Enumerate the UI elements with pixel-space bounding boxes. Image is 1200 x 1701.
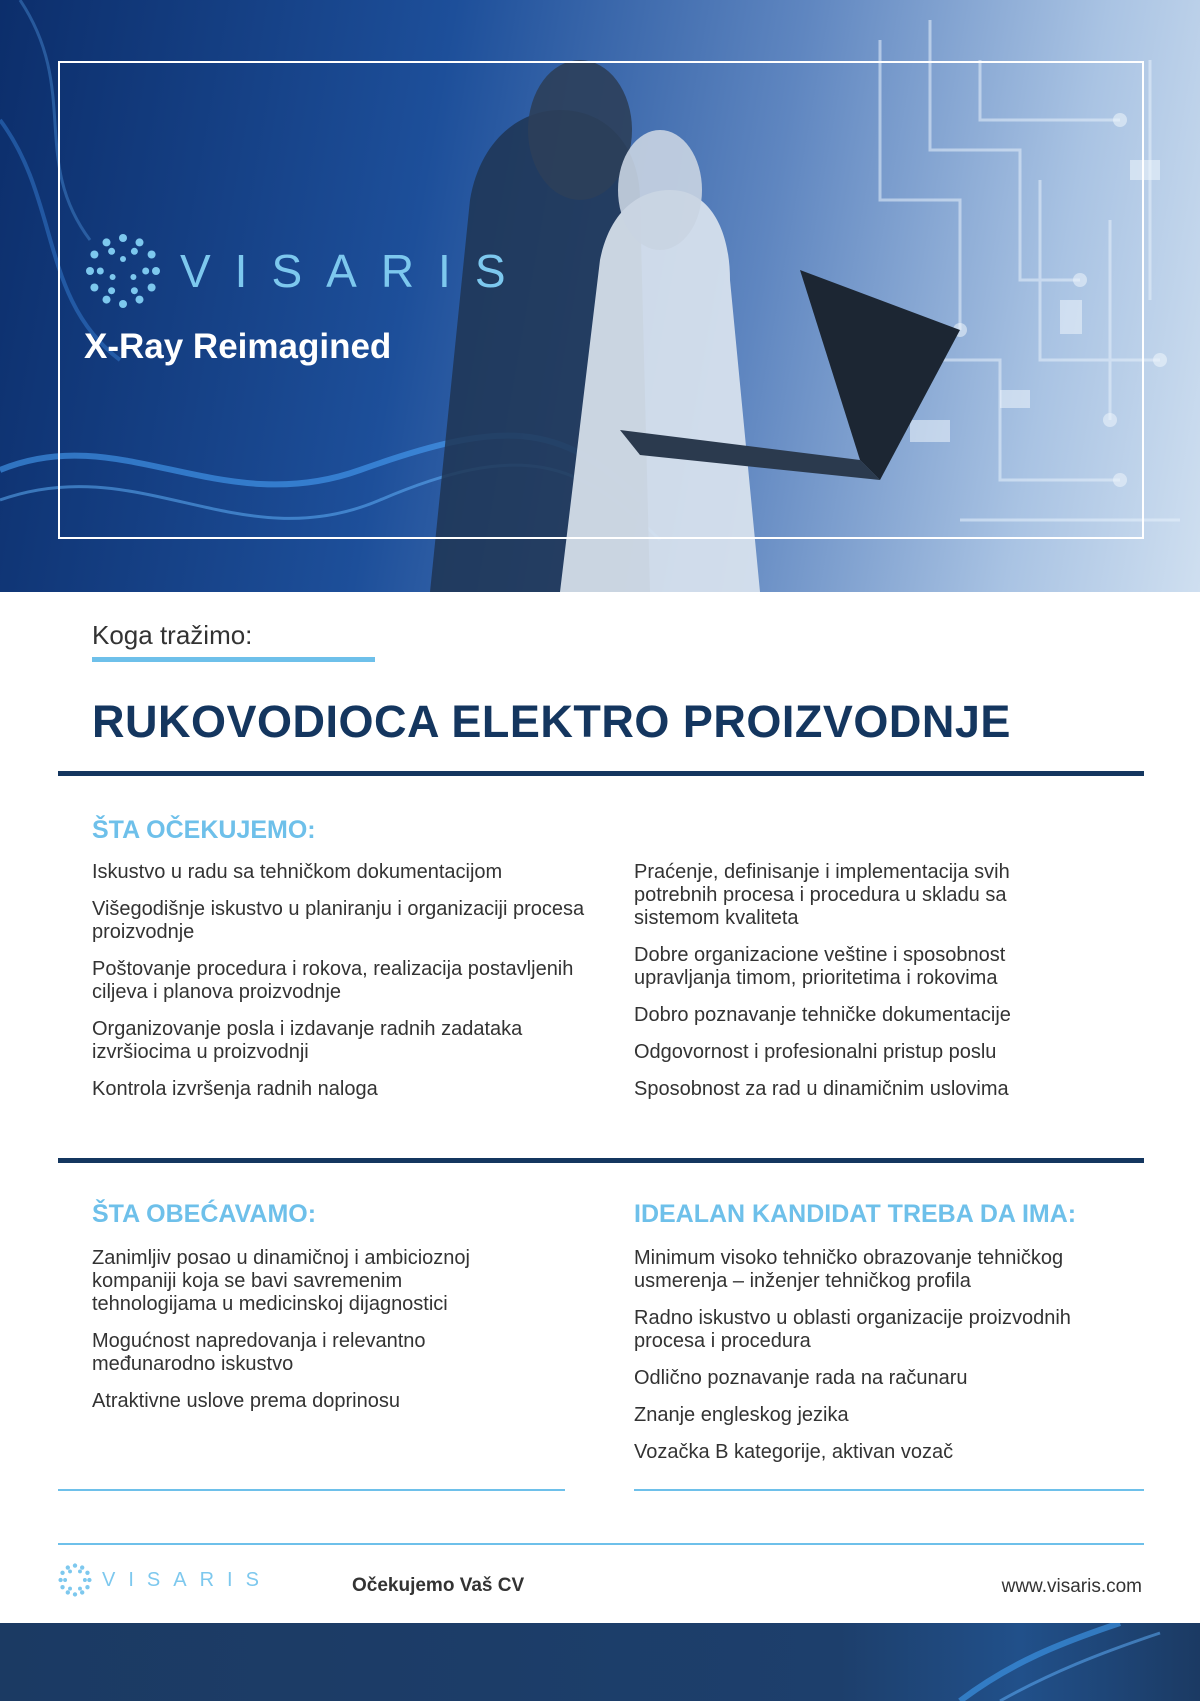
divider-footer <box>58 1543 1144 1545</box>
visaris-dot-burst-icon <box>84 232 162 310</box>
list-item: Dobre organizacione veštine i sposobnost upravljanja timom, prioritetima i rokovima <box>634 944 1006 989</box>
list-item: Dobro poznavanje tehničke dokumentacije <box>634 1004 1011 1026</box>
expect-left-list <box>92 861 592 1115</box>
list-item: Mogućnost napredovanja i relevantno međunarodno iskustvo <box>92 1330 426 1375</box>
job-title: RUKOVODIOCA ELEKTRO PROIZVODNJE <box>92 696 1011 747</box>
expect-heading: ŠTA OČEKUJEMO: <box>92 816 316 844</box>
footer-cta: Očekujemo Vaš CV <box>352 1575 525 1596</box>
intro-underline <box>92 657 375 662</box>
list-item: Atraktivne uslove prema doprinosu <box>92 1390 400 1412</box>
promise-heading: ŠTA OBEĆAVAMO: <box>92 1200 317 1228</box>
hero-banner <box>0 0 1200 592</box>
list-item: Poštovanje procedura i rokova, realizacija postavljenih ciljeva i planova proizvodnje <box>92 958 574 1003</box>
footer-website-link[interactable]: www.visaris.com <box>1001 1576 1142 1597</box>
hero-tagline: X-Ray Reimagined <box>84 327 392 366</box>
footer-logo <box>58 1563 272 1597</box>
list-item: Kontrola izvršenja radnih naloga <box>92 1078 378 1100</box>
candidate-list <box>634 1247 1114 1478</box>
divider-promise-bottom <box>58 1489 565 1491</box>
expect-right-list <box>634 861 1094 1115</box>
list-item: Radno iskustvo u oblasti organizacije proizvodnih procesa i procedura <box>634 1307 1071 1352</box>
visaris-dot-burst-icon <box>58 1563 92 1597</box>
footer-brand-name: VISARIS <box>102 1568 272 1591</box>
list-item: Višegodišnje iskustvo u planiranju i organizaciji procesa proizvodnje <box>92 898 585 943</box>
list-item: Znanje engleskog jezika <box>634 1404 849 1426</box>
list-item: Odgovornost i profesionalni pristup poslu <box>634 1041 997 1063</box>
intro-label: Koga tražimo: <box>92 620 253 650</box>
list-item: Praćenje, definisanje i implementacija svih potrebnih procesa i procedura u skladu sa sistemom kvaliteta <box>634 861 1010 929</box>
divider-top <box>58 771 1144 776</box>
list-item: Vozačka B kategorije, aktivan vozač <box>634 1441 954 1463</box>
divider-candidate-bottom <box>634 1489 1144 1491</box>
bottom-wave-decoration <box>0 1623 1200 1701</box>
hero-brand-name: VISARIS <box>180 245 530 297</box>
list-item: Iskustvo u radu sa tehničkom dokumentacijom <box>92 861 503 883</box>
candidate-heading: IDEALAN KANDIDAT TREBA DA IMA: <box>634 1200 1077 1228</box>
list-item: Organizovanje posla i izdavanje radnih zadataka izvršiocima u proizvodnji <box>92 1018 523 1063</box>
promise-list <box>92 1247 482 1427</box>
list-item: Odlično poznavanje rada na računaru <box>634 1367 968 1389</box>
divider-middle <box>58 1158 1144 1163</box>
bottom-band <box>0 1623 1200 1701</box>
list-item: Sposobnost za rad u dinamičnim uslovima <box>634 1078 1009 1100</box>
list-item: Zanimljiv posao u dinamičnoj i ambicioznoj kompaniji koja se bavi savremenim tehnologijama u medicinskoj dijagnostici <box>92 1247 470 1315</box>
list-item: Minimum visoko tehničko obrazovanje tehničkog usmerenja – inženjer tehničkog profila <box>634 1247 1064 1292</box>
hero-logo <box>84 232 530 310</box>
